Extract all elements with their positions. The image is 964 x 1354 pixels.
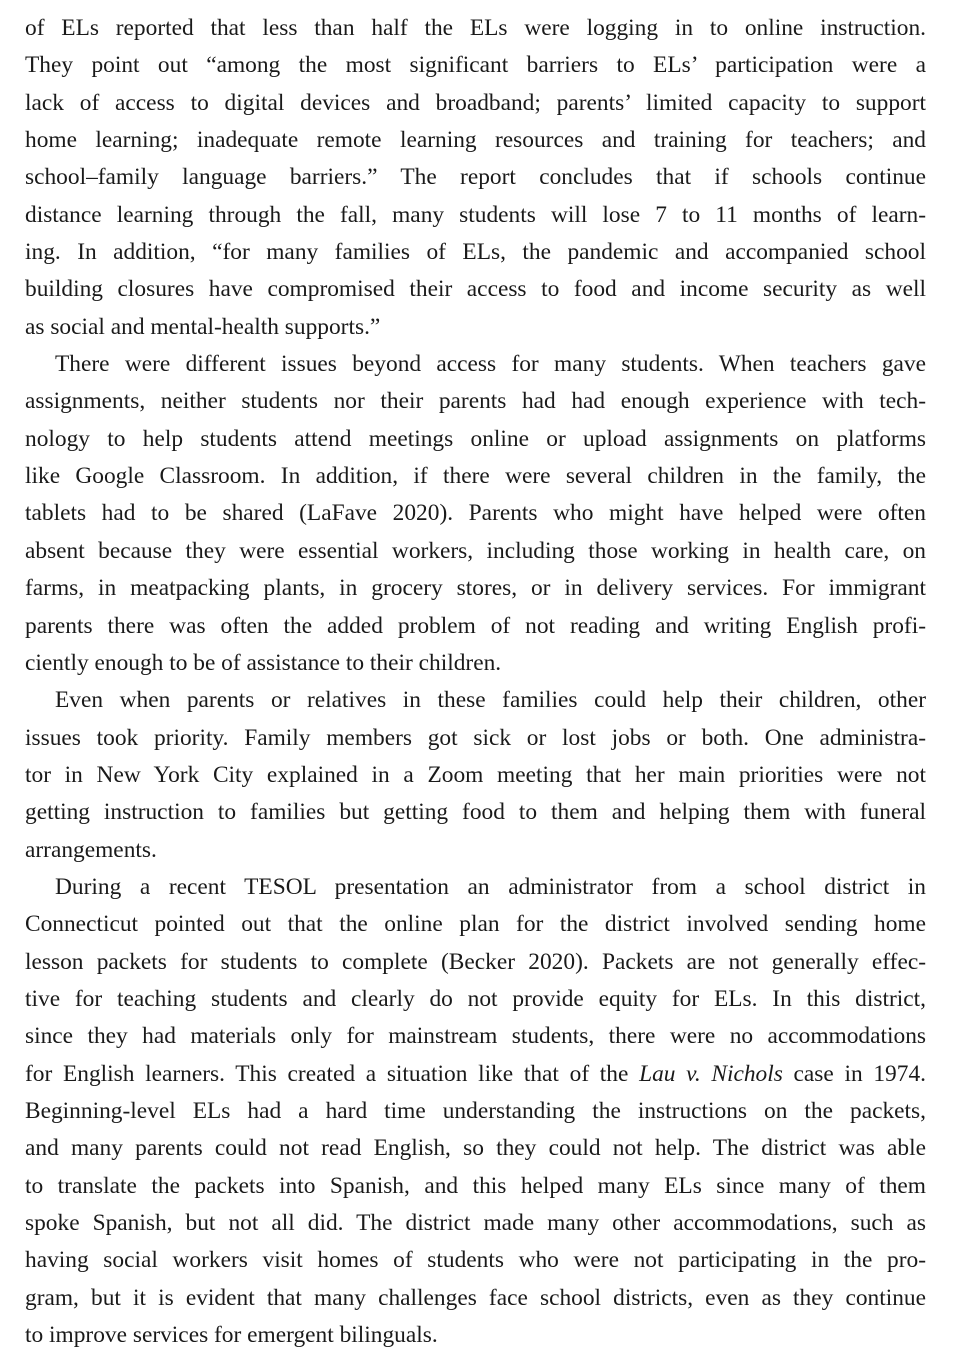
text-line: parents there was often the added problem of not reading and writing English profi- <box>25 612 926 639</box>
text-line: and many parents could not read English, so they could not help. The district was able <box>25 1135 926 1162</box>
text-line: arrangements. <box>25 836 157 863</box>
paragraph-4 <box>25 869 926 1354</box>
text-segment: for English learners. This created a situation like that of the <box>25 1060 640 1087</box>
text-line: There were different issues beyond access for many students. When teachers gave <box>55 351 926 378</box>
text-line: tablets had to be shared (LaFave 2020). Parents who might have helped were often <box>25 500 926 527</box>
text-line: since they had materials only for mainstream students, there were no accommodations <box>25 1023 926 1050</box>
text-line: of ELs reported that less than half the ELs were logging in to online instruction. <box>25 15 926 41</box>
text-line: During a recent TESOL presentation an administrator from a school district in <box>55 873 926 900</box>
text-line: They point out “among the most significant barriers to ELs’ participation were a <box>25 52 926 79</box>
text-line: as social and mental-health supports.” <box>25 313 381 340</box>
text-line: nology to help students attend meetings online or upload assignments on platforms <box>25 425 926 452</box>
text-line: to translate the packets into Spanish, and this helped many ELs since many of them <box>25 1172 926 1199</box>
paragraph-1 <box>25 10 926 346</box>
text-line: ciently enough to be of assistance to their children. <box>25 649 502 676</box>
text-line: absent because they were essential workers, including those working in health care, on <box>25 537 926 564</box>
text-line: assignments, neither students nor their parents had had enough experience with tech- <box>25 388 926 415</box>
text-line: to improve services for emergent bilinguals. <box>25 1322 438 1349</box>
text-line: building closures have compromised their access to food and income security as well <box>25 276 926 303</box>
text-line: having social workers visit homes of students who were not participating in the pro- <box>25 1247 926 1274</box>
document-page <box>25 10 926 1354</box>
text-line: Even when parents or relatives in these families could help their children, other <box>55 687 926 714</box>
text-line: distance learning through the fall, many students will lose 7 to 11 months of learn- <box>25 201 926 228</box>
text-segment: case in 1974. <box>782 1060 926 1087</box>
text-line: like Google Classroom. In addition, if there were several children in the family, the <box>25 463 926 490</box>
text-line: Beginning-level ELs had a hard time understanding the instructions on the packets, <box>25 1097 926 1124</box>
text-line: farms, in meatpacking plants, in grocery stores, or in delivery services. For immigrant <box>25 575 926 602</box>
text-line: home learning; inadequate remote learning resources and training for teachers; and <box>25 127 926 154</box>
text-line: tive for teaching students and clearly do not provide equity for ELs. In this district, <box>25 985 926 1012</box>
text-line: school–family language barriers.” The report concludes that if schools continue <box>25 164 926 191</box>
text-line: lesson packets for students to complete (Becker 2020). Packets are not generally effec- <box>25 948 926 975</box>
text-line: getting instruction to families but getting food to them and helping them with funeral <box>25 799 926 826</box>
text-line: Connecticut pointed out that the online plan for the district involved sending home <box>25 911 926 938</box>
text-line: tor in New York City explained in a Zoom meeting that her main priorities were not <box>25 761 926 788</box>
text-line: spoke Spanish, but not all did. The district made many other accommodations, such as <box>25 1210 926 1236</box>
text-line-with-case-name <box>25 1056 926 1093</box>
text-line: issues took priority. Family members got sick or lost jobs or both. One administra- <box>25 724 926 751</box>
text-line: gram, but it is evident that many challenges face school districts, even as they continue <box>25 1284 926 1311</box>
paragraph-2 <box>25 346 926 682</box>
case-name-italic: Lau v. Nichols <box>639 1060 783 1087</box>
paragraph-3 <box>25 682 926 869</box>
text-line: ing. In addition, “for many families of ELs, the pandemic and accompanied school <box>25 239 926 266</box>
text-line: lack of access to digital devices and broadband; parents’ limited capacity to support <box>25 89 926 116</box>
